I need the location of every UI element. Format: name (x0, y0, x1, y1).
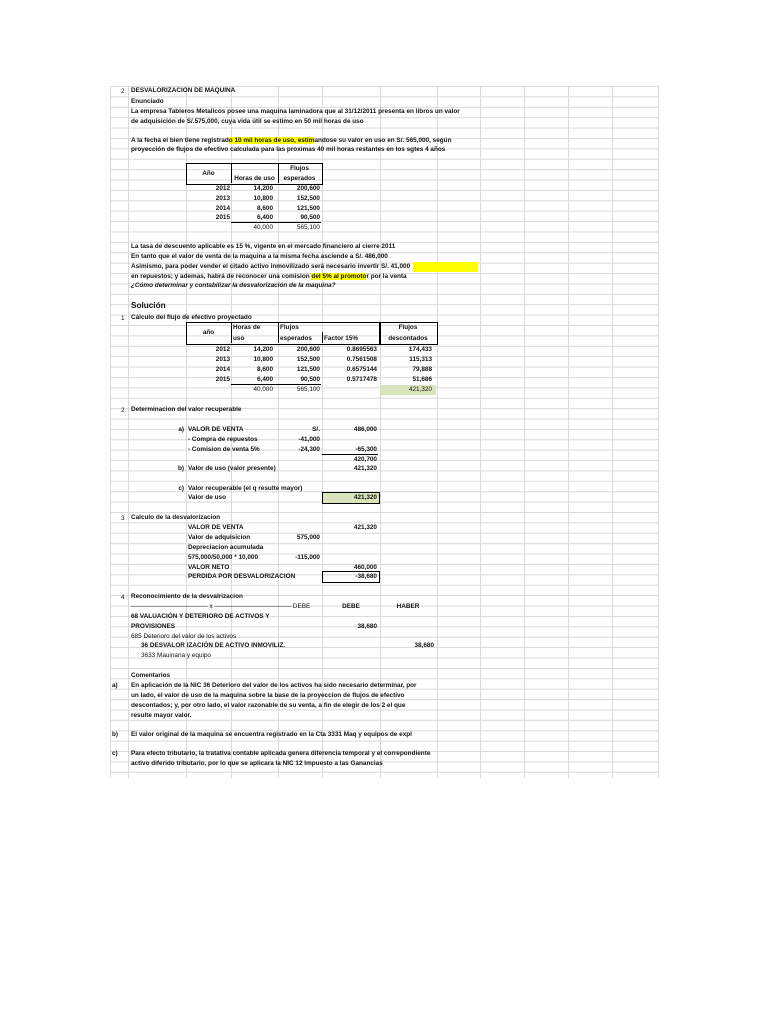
table-cell: 79,888 (412, 366, 432, 373)
item-value: -24,300 (298, 446, 320, 453)
comment-line: activo diferido tributario, por lo que se aplicara la NIC 12 Impuesto a las Ganancias (131, 760, 383, 767)
statement-line: en repuestos; y ademas, habrá de reconocer una comision del 5% al promotor por la venta (131, 273, 407, 280)
item-value: 486,000 (353, 426, 377, 433)
account-line: PROVISIONES (131, 623, 176, 630)
col-header: esperados (283, 175, 316, 182)
item-label: Valor de uso (188, 494, 227, 501)
table-cell: 0.6575144 (346, 366, 377, 373)
statement-line: La tasa de descuento aplicable es 15 %, vigente en el mercado financiero al cierre 2011 (131, 243, 396, 250)
item-label: PERDIDA POR DESVALORIZACION (188, 573, 296, 580)
col-line (110, 86, 111, 778)
col-header: año (202, 329, 215, 336)
table-cell: 8,600 (257, 366, 273, 373)
account-line: 3633 Mauinaria y equipo (141, 652, 211, 659)
row-number: 1 (121, 315, 125, 322)
section-title: Cálculo del flujo de efectivo proyectado (131, 314, 252, 321)
col-line (128, 86, 129, 778)
question-line: ¿Cómo determinar y contabilizar la desvalorización de la maquina? (131, 282, 336, 289)
table-cell: 152,500 (296, 356, 320, 363)
col-header: Flujos (290, 165, 309, 172)
comment-line: descontados; y, por otro lado, el valor razonable de su venta, a fin de elegir de los 2 el que (131, 702, 406, 709)
table-cell: 10,800 (253, 356, 273, 363)
col-header: Flujos (398, 324, 418, 331)
item-value: 420,700 (353, 456, 377, 463)
table-cell: 2014 (215, 366, 230, 373)
section-title: Reconocimiento de la desvalrizacion (131, 593, 243, 600)
table-cell: 2013 (215, 356, 230, 363)
statement-line: En tanto que el valor de venta de la maquina a la misma fecha asciende a S/. 486,000 (131, 253, 388, 260)
highlight-cell (413, 262, 478, 272)
item-value: 575,000 (296, 534, 320, 541)
item-value: -65,300 (355, 446, 377, 453)
table-cell: 121,500 (296, 366, 320, 373)
table-cell: 152,500 (296, 195, 320, 202)
table-cell: 51,686 (412, 376, 432, 383)
item-value: 460,000 (353, 564, 377, 571)
item-letter: c) (178, 485, 184, 492)
col-header: Año (202, 170, 215, 177)
comment-line: Para efecto tributario, la tratativa contable aplicada genera diferencia temporal y el correpondiente (131, 750, 431, 757)
item-label: Valor de uso (valor presente) (188, 465, 276, 472)
table-cell: 6,400 (257, 376, 273, 383)
item-label: Depreciacion acumulada (188, 544, 264, 551)
account-line: 36 DESVALOR IZACIÓN DE ACTIVO INMOVILIZ. (141, 642, 286, 649)
table-cell: 0.8695563 (346, 346, 377, 353)
table-cell: 200,600 (296, 346, 320, 353)
table-cell: 115,313 (409, 356, 432, 363)
credit-value: 38,680 (414, 642, 434, 649)
section-title: Calculo de la desvalorizacion (131, 514, 221, 521)
item-label: VALOR NETO (188, 564, 230, 571)
col-header: DEBE (342, 603, 360, 610)
table-cell: 6,400 (257, 214, 273, 221)
statement-line: A la fecha el bien tiene registrado 10 mil horas de uso, estimandose su valor en uso en S/. 565,000, según (131, 137, 452, 144)
item-letter: a) (112, 682, 118, 689)
col-line (612, 86, 613, 778)
table-cell: 2012 (215, 185, 230, 192)
col-line (480, 86, 481, 778)
col-line (658, 86, 659, 778)
table-total: 40,000 (253, 386, 273, 393)
comment-line: En aplicación de la NIC 36 Deterioro del valor de los activos ha sido necesario determinar, por (131, 682, 417, 689)
row-number: 4 (121, 594, 125, 601)
table-cell: 90,500 (300, 376, 320, 383)
statement-line: Asimismo, para poder vender el citado activo inmovilizado será necesario invertir S/. 41,000 (131, 263, 411, 270)
comment-line: un lado, el valor de uso de la maquina sobre la base de la proyeccion de flujos de efectivo (131, 692, 405, 699)
solution-title: Solución (131, 301, 166, 310)
table-cell: 2013 (215, 195, 230, 202)
col-header: Flujos (280, 324, 299, 331)
col-line (437, 86, 438, 778)
table-cell: 174,433 (408, 346, 432, 353)
debit-value: 38,680 (357, 623, 377, 630)
col-header: HABER (396, 603, 420, 610)
table-cell: 2014 (215, 205, 230, 212)
account-line: 685 Deterioro del valor de los activos (131, 633, 237, 640)
item-value: 421,320 (353, 524, 377, 531)
item-value: -38,680 (355, 573, 377, 580)
item-value: -115,000 (295, 554, 320, 561)
table-total: 421,320 (408, 386, 432, 393)
col-header: Horas de uso (234, 175, 275, 182)
item-value: 421,320 (353, 465, 377, 472)
row-number: 2 (121, 88, 125, 95)
col-header: esperados (280, 335, 312, 342)
table-total: 40,000 (253, 224, 273, 231)
item-letter: b) (112, 731, 119, 738)
section-title: Determinacion del valor recuperable (131, 406, 242, 413)
col-line (524, 86, 525, 778)
comment-line: resulte mayor valor. (131, 712, 192, 719)
journal-separator: ———————————— x ———————————— DEBE (131, 603, 311, 610)
table-cell: 10,800 (253, 195, 273, 202)
table-cell: 2015 (215, 214, 230, 221)
comment-line: El valor original de la maquina se encuentra registrado en la Cta 3331 Maq y equipos de expl (131, 731, 412, 738)
table-cell: 2015 (215, 376, 230, 383)
section-title: DESVALORIZACION DE MAQUINA (131, 87, 236, 94)
comments-title: Comentarios (131, 672, 171, 679)
item-letter: c) (112, 750, 118, 757)
table-divider (322, 332, 323, 343)
item-letter: a) (178, 426, 184, 433)
table-cell: 90,500 (300, 214, 320, 221)
col-header: Factor 15% (324, 335, 359, 342)
table-cell: 14,200 (253, 346, 273, 353)
item-label: - Compra de repuestos (188, 436, 258, 443)
enunciado-label: Enunciado (131, 98, 164, 105)
table-cell: 8,600 (257, 205, 273, 212)
item-label: VALOR DE VENTA (188, 524, 244, 531)
row-number: 2 (121, 407, 125, 414)
account-line: 68 VALUACIÓN Y DETERIORO DE ACTIVOS Y (131, 613, 270, 620)
table-cell: 2012 (215, 346, 230, 353)
col-header: Horas de (233, 324, 261, 331)
col-line (568, 86, 569, 778)
table-cell: 0.7561508 (346, 356, 377, 363)
table-total: 565,100 (296, 386, 320, 393)
item-label: 575,000/50,000 * 10,000 (188, 554, 259, 561)
statement-line: La empresa Tableros Metalicos posee una maquina laminadora que al 31/12/2011 presenta en libros un valor (131, 108, 460, 115)
item-value: 421,320 (353, 494, 377, 501)
table-cell: 14,200 (253, 185, 273, 192)
item-value: -41,000 (298, 436, 320, 443)
currency: S/. (312, 426, 320, 433)
table-cell: 121,500 (296, 205, 320, 212)
table-total: 565,100 (296, 224, 320, 231)
table-divider (231, 322, 232, 343)
table-cell: 200,600 (296, 185, 320, 192)
item-label: Valor recuperable (el q resulte mayor) (188, 485, 303, 492)
table-divider (278, 322, 279, 343)
item-label: VALOR DE VENTA (188, 426, 244, 433)
statement-line: proyección de flujos de efectivo calculada para las proximas 40 mil horas restantes en los sgtes 4 años (131, 146, 446, 153)
table-cell: 0.5717478 (346, 376, 377, 383)
col-header: descontados (388, 335, 428, 342)
item-label: Valor de adquisicion (188, 534, 251, 541)
col-header: uso (233, 335, 245, 342)
col-line (380, 86, 381, 778)
item-label: - Comision de venta 5% (188, 446, 260, 453)
statement-line: de adquisición de S/.575,000, cuya vida útil se estimo en 50 mil horas de uso (131, 118, 364, 125)
item-letter: b) (177, 465, 184, 472)
row-number: 3 (121, 515, 125, 522)
